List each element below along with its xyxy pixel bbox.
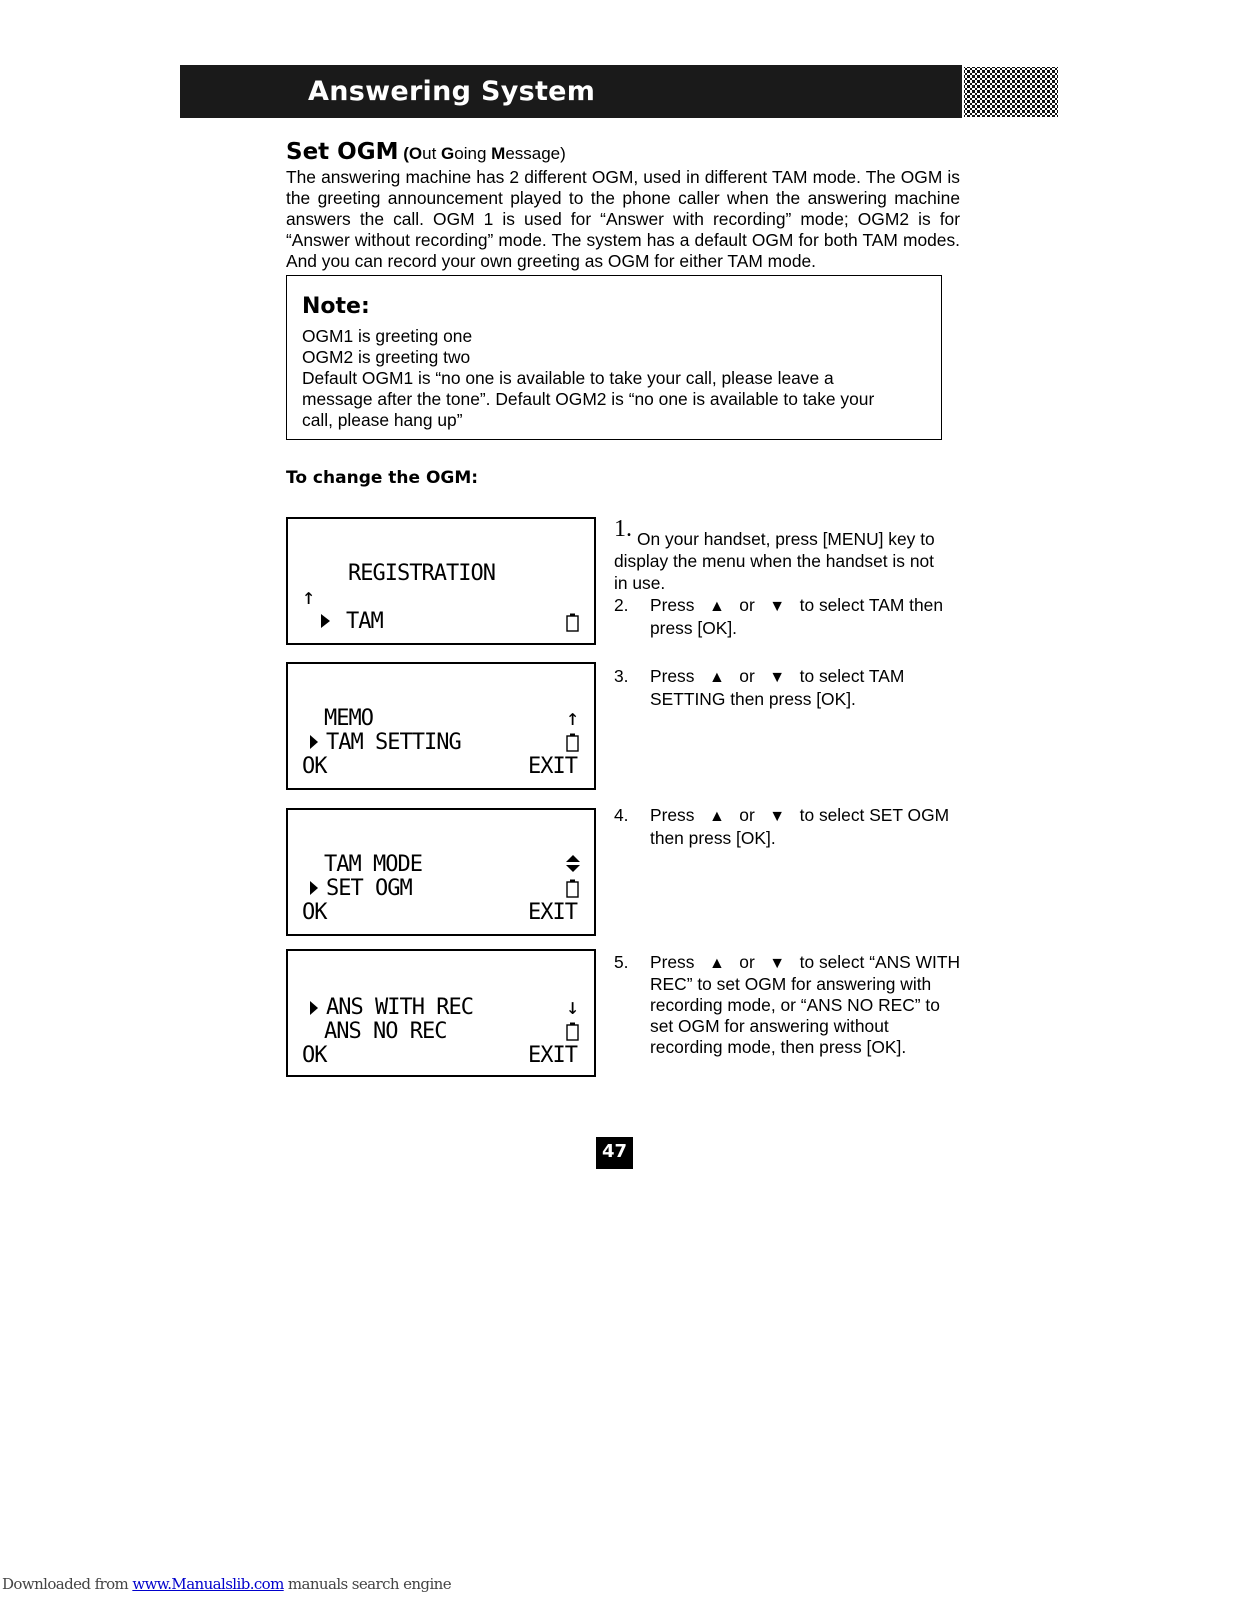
note-line: call, please hang up”	[302, 410, 463, 430]
section-title: Set OGM	[286, 139, 399, 165]
down-triangle-icon: ▼	[769, 808, 786, 825]
lcd-line: REGISTRATION	[348, 561, 495, 586]
step-text: On your handset, press [MENU] key to	[637, 529, 935, 549]
softkey-exit: EXIT	[528, 900, 577, 925]
cursor-icon	[310, 881, 318, 895]
change-ogm-heading: To change the OGM:	[286, 468, 479, 488]
note-heading: Note:	[302, 294, 370, 319]
footer-prefix: Downloaded from	[2, 1575, 133, 1593]
lcd-screen-ans-mode	[286, 949, 596, 1077]
down-triangle-icon: ▼	[769, 669, 786, 686]
page-title: Answering System	[308, 76, 596, 107]
down-triangle-icon: ▼	[769, 955, 786, 972]
lcd-line: SET OGM	[326, 876, 412, 901]
lcd-line: TAM	[346, 609, 383, 634]
section-heading	[286, 139, 566, 165]
up-triangle-icon: ▲	[708, 955, 725, 972]
step-text: recording mode, or “ANS NO REC” to	[650, 995, 940, 1015]
up-down-arrow-icon	[566, 855, 580, 873]
step-text: set OGM for answering without	[650, 1016, 889, 1036]
battery-icon	[566, 733, 579, 752]
note-line: Default OGM1 is “no one is available to take your call, please leave a	[302, 368, 834, 388]
step-text: Press ▲ or ▼ to select TAM then	[650, 595, 943, 615]
up-triangle-icon: ▲	[708, 598, 725, 615]
battery-icon	[566, 879, 579, 898]
page-number: 47	[596, 1137, 633, 1169]
cursor-icon	[310, 735, 318, 749]
step-text: REC” to set OGM for answering with	[650, 974, 932, 994]
step-text: SETTING then press [OK].	[650, 689, 856, 709]
header-pattern-graphic	[962, 65, 1060, 119]
footer-suffix: manuals search engine	[283, 1575, 451, 1593]
step-text: Press ▲ or ▼ to select “ANS WITH	[650, 952, 961, 972]
cursor-icon	[321, 614, 330, 628]
lcd-line: MEMO	[324, 706, 373, 731]
lcd-screen-tam-setting	[286, 662, 596, 790]
step-text: press [OK].	[650, 618, 737, 638]
step-text: then press [OK].	[650, 828, 776, 848]
footer	[2, 1575, 451, 1593]
section-subtitle: (Out Going Message)	[403, 144, 566, 163]
step-text: Press ▲ or ▼ to select TAM	[650, 666, 905, 686]
step-text: Press ▲ or ▼ to select SET OGM	[650, 805, 950, 825]
up-arrow-icon: ↑	[566, 706, 579, 731]
lcd-screen-set-ogm	[286, 808, 596, 936]
step-number: 4.	[614, 805, 629, 825]
softkey-ok: OK	[302, 754, 327, 779]
softkey-exit: EXIT	[528, 754, 577, 779]
lcd-screen-registration	[286, 517, 596, 645]
cursor-icon	[310, 1001, 318, 1015]
lcd-line: ANS NO REC	[324, 1019, 447, 1044]
softkey-ok: OK	[302, 1043, 327, 1068]
step-number: 3.	[614, 666, 629, 686]
up-triangle-icon: ▲	[708, 669, 725, 686]
lcd-line: ANS WITH REC	[326, 995, 473, 1020]
step-number: 2.	[614, 595, 629, 615]
down-triangle-icon: ▼	[769, 598, 786, 615]
step-text: display the menu when the handset is not	[614, 551, 935, 571]
note-line: OGM1 is greeting one	[302, 326, 473, 346]
note-line: OGM2 is greeting two	[302, 347, 471, 367]
battery-icon	[566, 1022, 579, 1041]
softkey-ok: OK	[302, 900, 327, 925]
battery-icon	[566, 613, 579, 632]
note-line: message after the tone”. Default OGM2 is “no one is available to take your	[302, 389, 875, 409]
lcd-line: TAM SETTING	[326, 730, 461, 755]
down-arrow-icon: ↓	[566, 995, 579, 1020]
step-text: in use.	[614, 573, 666, 593]
step-number: 1.	[614, 516, 632, 542]
softkey-exit: EXIT	[528, 1043, 577, 1068]
manualslib-link[interactable]: www.Manualslib.com	[132, 1575, 284, 1593]
intro-paragraph: The answering machine has 2 different OGM, used in different TAM mode. The OGM is the greeting announcement played to the phone caller when the answering machine answers the call. OGM 1 is used for “Answer with recording” mode; OGM2 is for “Answer without recording” mode. The system has a default OGM for both TAM modes. And you can record your own greeting as OGM for either TAM mode.	[286, 167, 960, 271]
step-text: recording mode, then press [OK].	[650, 1037, 907, 1057]
lcd-line: TAM MODE	[324, 852, 422, 877]
step-number: 5.	[614, 952, 629, 972]
up-triangle-icon: ▲	[708, 808, 725, 825]
up-arrow-icon: ↑	[302, 585, 315, 610]
